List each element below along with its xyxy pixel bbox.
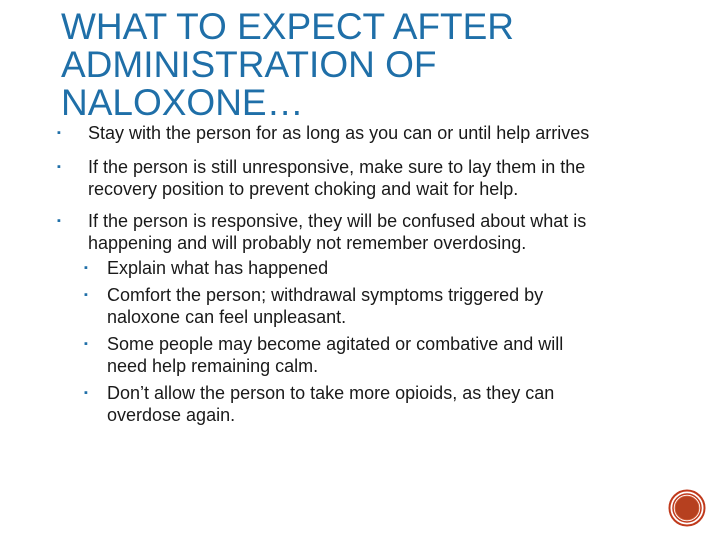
bullet-text: If the person is still unresponsive, make sure to lay them in the [88,157,586,177]
sub-bullet-text: overdose again. [107,405,236,425]
bullet-text: recovery position to prevent choking and wait for help. [88,179,519,199]
title-line: WHAT TO EXPECT AFTER [61,6,514,47]
sub-bullet-item [57,333,667,377]
bullet-list [57,122,667,426]
bullet-text: If the person is responsive, they will be confused about what is [88,211,587,231]
sub-bullet-text: Don’t allow the person to take more opioids, as they can [107,383,555,403]
bullet-marker-icon: ▪ [57,127,61,139]
bullet-marker-icon: ▪ [84,262,88,274]
sub-bullet-list [57,257,667,426]
title-line: NALOXONE… [61,82,304,123]
bullet-item [57,156,667,200]
sub-bullet-text: naloxone can feel unpleasant. [107,307,347,327]
sub-bullet-item [57,382,667,426]
bullet-marker-icon: ▪ [84,338,88,350]
sub-bullet-item [57,257,667,279]
bullet-marker-icon: ▪ [57,161,61,173]
bullet-item [57,210,667,426]
bullet-marker-icon: ▪ [57,215,61,227]
sub-bullet-item [57,284,667,328]
sub-bullet-text: Explain what has happened [107,258,329,278]
bullet-item [57,122,667,144]
bullet-text: happening and will probably not remember overdosing. [88,233,527,253]
sub-bullet-text: Some people may become agitated or combative and will [107,334,564,354]
slide-title [61,8,681,122]
bullet-marker-icon: ▪ [84,289,88,301]
bullet-text: Stay with the person for as long as you can or until help arrives [88,123,590,143]
bullet-marker-icon: ▪ [84,387,88,399]
sub-bullet-text: need help remaining calm. [107,356,319,376]
sub-bullet-text: Comfort the person; withdrawal symptoms triggered by [107,285,544,305]
title-line: ADMINISTRATION OF [61,44,437,85]
circular-logo-icon [668,489,706,527]
